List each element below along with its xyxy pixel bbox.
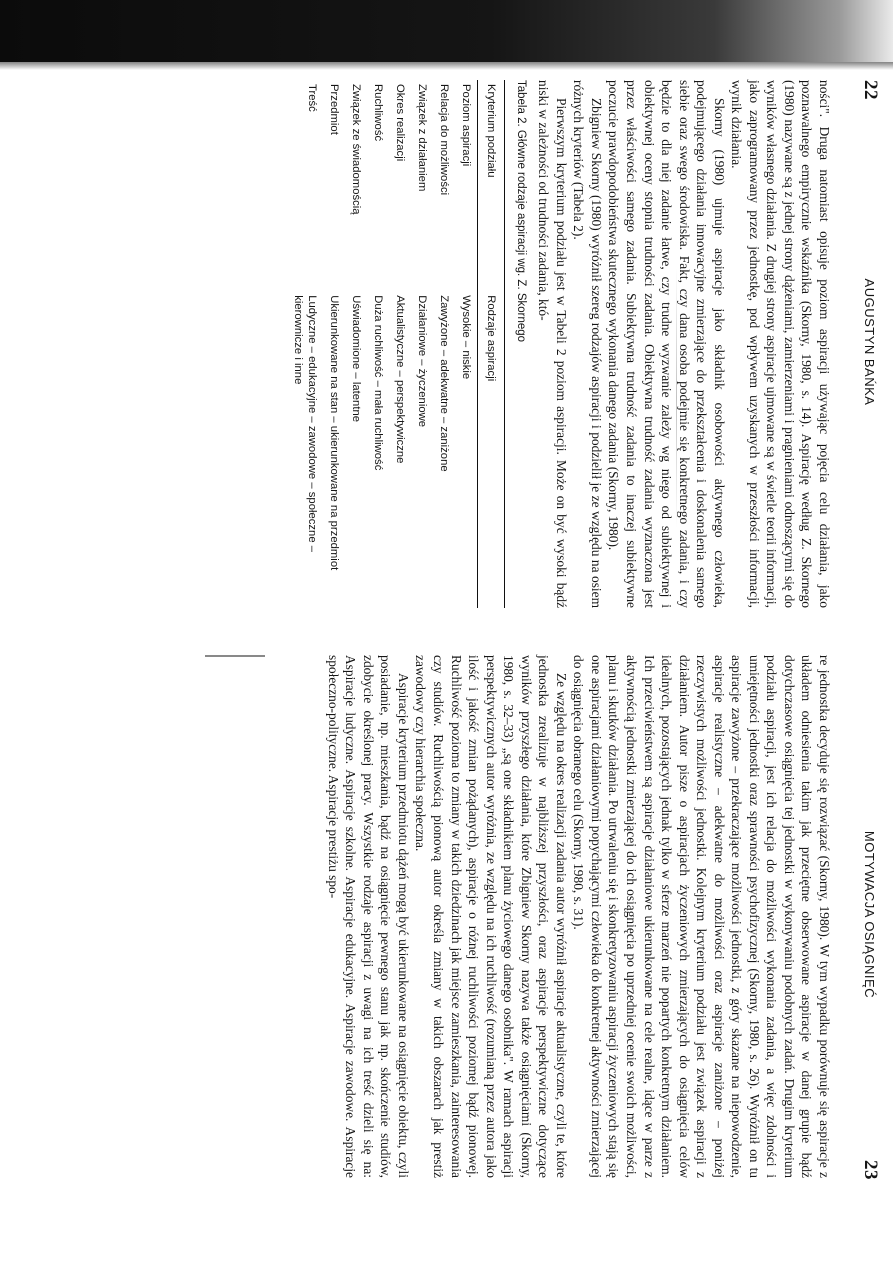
table-cell-types: Zawyżone – adekwatne – zaniżone bbox=[437, 295, 450, 472]
table-cell-criterion: Związek z działaniem bbox=[415, 84, 428, 192]
table-cell-criterion: Przedmiot bbox=[327, 84, 340, 135]
table-row bbox=[389, 80, 411, 608]
scan-artifact-line bbox=[676, 268, 677, 528]
right-running-head bbox=[855, 637, 881, 1192]
left-paragraph-1: ności". Druga natomiast opisuje poziom aspiracji używając pojęcia celu działania, jako poznawalnego empirycznie wskaźnika (Skorny, 1980, s. 14). Aspirację według Z. Skornego (1980) nazywane są z jednej strony dążeniami, zamierzeniami i pragnieniami odnoszącymi się do wyników własnego działania. Z drugiej strony aspiracje ujmowane są w świetle teorii informacji, jako zaprogramowany przez jednostkę, pod wpływem uzyskanych w przeszłości informacji, wynik działania. bbox=[729, 80, 832, 608]
table-cell-criterion: Związek ze świadomością bbox=[349, 84, 362, 215]
table-row bbox=[411, 80, 433, 608]
right-page-number: 23 bbox=[860, 1160, 881, 1180]
scan-edge-shadow bbox=[0, 0, 893, 62]
table-cell-criterion: Relacja do możliwości bbox=[437, 84, 450, 196]
table-cell-types: Ukierunkowane na stan – ukierunkowane na przedmiot bbox=[327, 295, 340, 571]
table-header-types: Rodzaje aspiracji bbox=[477, 291, 504, 608]
left-page-number: 22 bbox=[860, 80, 881, 100]
right-page-body bbox=[324, 655, 833, 1178]
table-cell-types: Wysokie – niskie bbox=[459, 295, 472, 380]
table-cell-criterion: Ruchliwość bbox=[371, 84, 384, 142]
left-paragraph-2: Skorny (1980) ujmuje aspiracje jako składnik osobowości aktywnego człowieka, podejmującego działania innowacyjne zmierzające do przekształcenia i doskonalenia samego siebie oraz swego środowiska. Fakt, czy dana osoba podejmie się konkretnego zadania, i czy będzie to dla niej zadanie łatwe, czy trudne wyzwanie zależy wg niego od subiektywnej i obiektywnej oceny stopnia trudności zadania. Obiektywna trudność zadania wyznaczona jest przez właściwości samego zadania. Subiektywna trudność zadania to inaczej subiektywne poczucie prawdopodobieństwa skutecznego wykonania danego zadania (Skorny, 1980). bbox=[606, 80, 727, 608]
table-row bbox=[455, 80, 478, 608]
left-running-title: AUGUSTYN BAŃKA bbox=[862, 278, 877, 406]
left-running-head bbox=[855, 62, 881, 622]
table-row bbox=[285, 80, 323, 608]
table-header-row bbox=[477, 80, 504, 608]
right-paragraph-1: re jednostka decyduje się rozwiązać (Skorny, 1980). W tym wypadku porównuje się aspiracje z układem odniesienia takim jak przeciętne obserwowane aspiracje w danej grupie bądź dotychczasowe osiągnięcia tej jednostki w wykonywaniu podobnych zadań. Drugim kryterium podziału aspiracji, jest ich relacja do możliwości wykonania zadania, a więc zdolności i umiejętności jednostki oraz sprawności psychofizycznej (Skorny, 1980, s. 26). Wyróżnił on tu aspiracje zawyżone – przekraczające możliwości jednostki, z góry skazane na niepowodzenie, aspiracje realistyczne – adekwatne do możliwości oraz aspiracje zaniżone – poniżej rzeczywistych możliwości jednostki. Kolejnym kryterium podziału jest związek aspiracji z działaniem. Autor pisze o aspiracjach życzeniowych zmierzających do osiągnięcia celów idealnych, pozostających jednak tylko w sferze marzeń nie popartych konkretnym działaniem. Ich przeciwieństwem są aspiracje działaniowe ukierunkowane na cele realne, idące w parze z aktywnością jednostki zmierzającej do ich osiągnięcia po uprzedniej ocenie swoich możliwości, planu i skutków działania. Po utrwaleniu się i skonkretyzowaniu aspiracji życzeniowych stają się one aspiracjami działaniowymi popychającymi człowieka do konkretnej aktywności zmierzającej do osiągnięcia obranego celu (Skorny, 1980, s. 31). bbox=[571, 655, 832, 1178]
aspirations-table bbox=[285, 80, 505, 608]
right-running-title: MOTYWACJA OSIĄGNIĘĆ bbox=[862, 830, 877, 999]
left-page bbox=[125, 62, 885, 622]
left-page-body bbox=[285, 80, 833, 608]
table-cell-types: Uświadomione – latentne bbox=[349, 295, 362, 423]
table-caption: Tabela 2. Główne rodzaje aspiracji wg. Z. Skornego bbox=[514, 80, 527, 343]
table-cell-criterion: Treść bbox=[305, 84, 318, 112]
rotated-spread bbox=[125, 62, 885, 1192]
table-cell-types: Ludyczne – edukacyjne – zawodowe – społeczne – kierownicze i inne bbox=[291, 295, 318, 553]
table-row bbox=[367, 80, 389, 608]
table-row bbox=[323, 80, 345, 608]
right-paragraph-3: Aspiracje kryterium przedmiotu dążeń mogą być ukierunkowane na osiągnięcie obiektu, czyli posiadanie, np. mieszkania, bądź na osiągnięcie pewnego stanu jak np. skończenie studiów, zdobycie określonej pracy. Wszystkie rodzaje aspiracji z uwagi na ich treść dzieli się na: Aspiracje ludyczne. Aspiracje szkolne. Aspiracje edukacyjne. Aspiracje zawodowe. Aspiracje społeczno-polityczne. Aspiracje prestiżu spo- bbox=[325, 655, 411, 1178]
gutter-mark bbox=[205, 655, 265, 657]
left-paragraph-3: Zbigniew Skorny (1980) wyróżnił szereg rodzajów aspiracji i podzielił je ze względu na osiem różnych kryteriów (Tabela 2). bbox=[571, 80, 604, 608]
right-paragraph-2: Ze względu na okres realizacji zadania autor wyróżnił aspiracje aktualistyczne, czyli te, które jednostka zrealizuje w najbliższej przyszłości, oraz aspiracje perspektywiczne dotyczące wyników przyszłego działania, które Zbigniew Skorny nazywa także osiągnięciami (Skorny, 1980, s. 32–33) „są one składnikiem planu życiowego danego osobnika". W ramach aspiracji perspektywicznych autor wyróżnia, ze względu na ich ruchliwość (rozumianą przez autora jako ilość i jakość zmian pożądanych), aspiracje o różnej ruchliwości poziomej bądź pionowej. Ruchliwość pozioma to zmiany w takich dziedzinach jak miejsce zamieszkania, zainteresowania czy studiów. Ruchliwością pionową autor określa zmiany w takich obszarach jak prestiż zawodowy czy hierarchia społeczna. bbox=[413, 655, 569, 1178]
table-header-criterion: Kryterium podziału bbox=[477, 80, 504, 291]
table-row bbox=[345, 80, 367, 608]
table-cell-criterion: Okres realizacji bbox=[393, 84, 406, 162]
table-cell-criterion: Poziom aspiracji bbox=[459, 84, 472, 167]
left-paragraph-4: Pierwszym kryterium podziału jest w Tabeli 2 poziom aspiracji. Może on być wysoki bądź niski w zależności od trudności zadania, któ- bbox=[536, 80, 569, 608]
table-cell-types: Duża ruchliwość – mała ruchliwość bbox=[371, 295, 384, 471]
table-cell-types: Aktualistyczne – perspektywiczne bbox=[393, 295, 406, 464]
right-page bbox=[125, 637, 885, 1192]
table-cell-types: Działaniowe – życzeniowe bbox=[415, 295, 428, 428]
table-row bbox=[433, 80, 455, 608]
